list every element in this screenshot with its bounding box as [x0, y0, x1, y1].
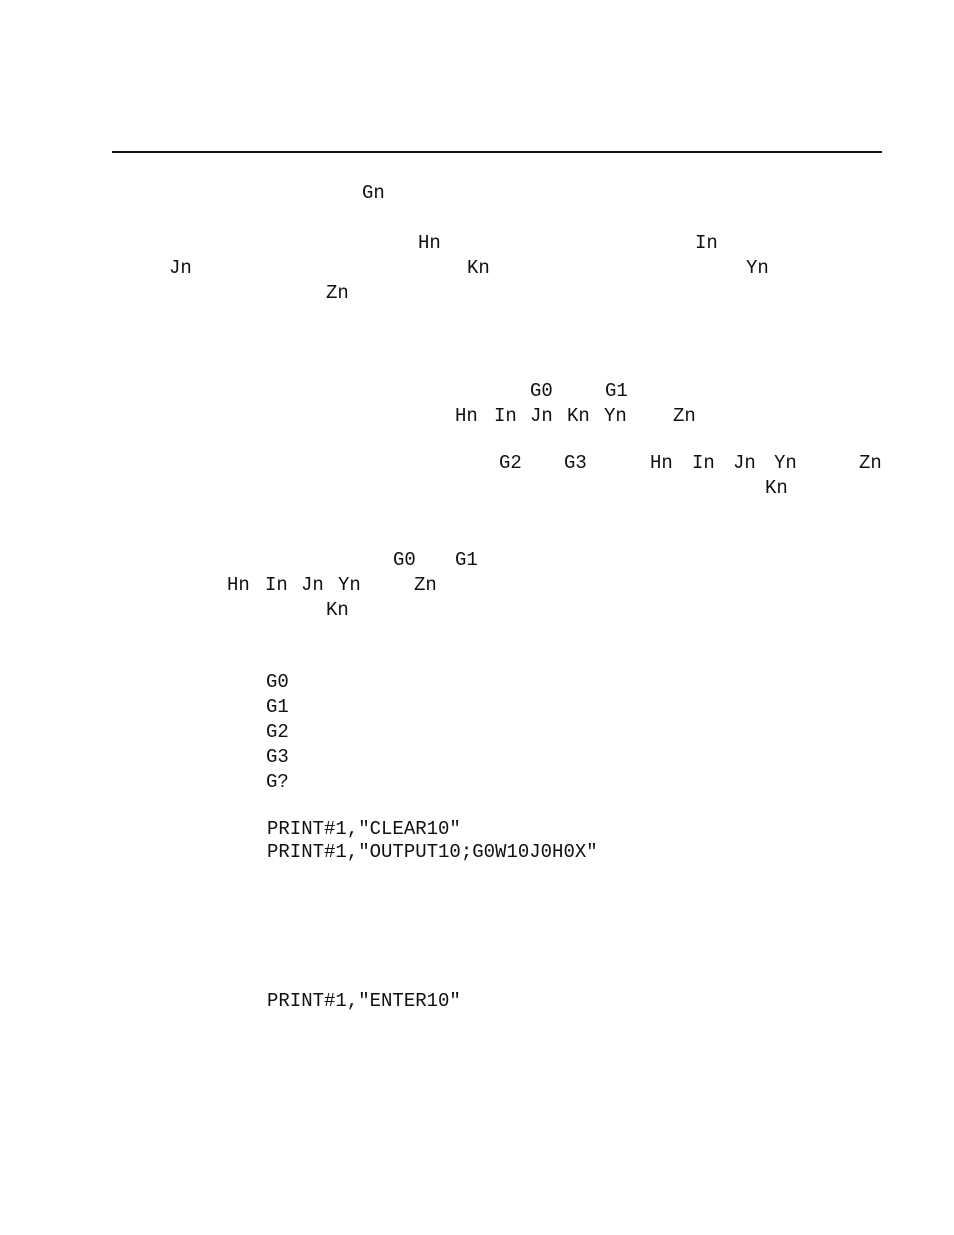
mode-list-item: G? [266, 771, 289, 793]
fragment-text: Gn [362, 182, 385, 204]
fragment-text: Hn [227, 574, 250, 596]
fragment-text: Zn [414, 574, 437, 596]
fragment-text: In [692, 452, 715, 474]
fragment-text: Zn [326, 282, 349, 304]
fragment-text: G1 [605, 380, 628, 402]
fragment-text: G2 [499, 452, 522, 474]
mode-list-item: G0 [266, 671, 289, 693]
fragment-text: Yn [746, 257, 769, 279]
fragment-text: G0 [393, 549, 416, 571]
mode-list-item: G1 [266, 696, 289, 718]
header-rule [112, 151, 882, 153]
code-line: PRINT#1,"OUTPUT10;G0W10J0H0X" [267, 841, 598, 863]
code-line: PRINT#1,"ENTER10" [267, 990, 461, 1012]
fragment-text: Jn [301, 574, 324, 596]
fragment-text: Yn [338, 574, 361, 596]
fragment-text: Yn [774, 452, 797, 474]
fragment-text: In [695, 232, 718, 254]
fragment-text: G0 [530, 380, 553, 402]
fragment-text: Zn [673, 405, 696, 427]
fragment-text: In [265, 574, 288, 596]
fragment-text: Kn [467, 257, 490, 279]
mode-list-item: G2 [266, 721, 289, 743]
fragment-text: Kn [567, 405, 590, 427]
fragment-text: Kn [326, 599, 349, 621]
code-line: PRINT#1,"CLEAR10" [267, 818, 461, 840]
fragment-text: Jn [530, 405, 553, 427]
fragment-text: Jn [733, 452, 756, 474]
fragment-text: Zn [859, 452, 882, 474]
fragment-text: Jn [169, 257, 192, 279]
fragment-text: G1 [455, 549, 478, 571]
fragment-text: Hn [418, 232, 441, 254]
fragment-text: Kn [765, 477, 788, 499]
fragment-text: Hn [650, 452, 673, 474]
fragment-text: In [494, 405, 517, 427]
fragment-text: Hn [455, 405, 478, 427]
mode-list-item: G3 [266, 746, 289, 768]
fragment-text: Yn [604, 405, 627, 427]
fragment-text: G3 [564, 452, 587, 474]
